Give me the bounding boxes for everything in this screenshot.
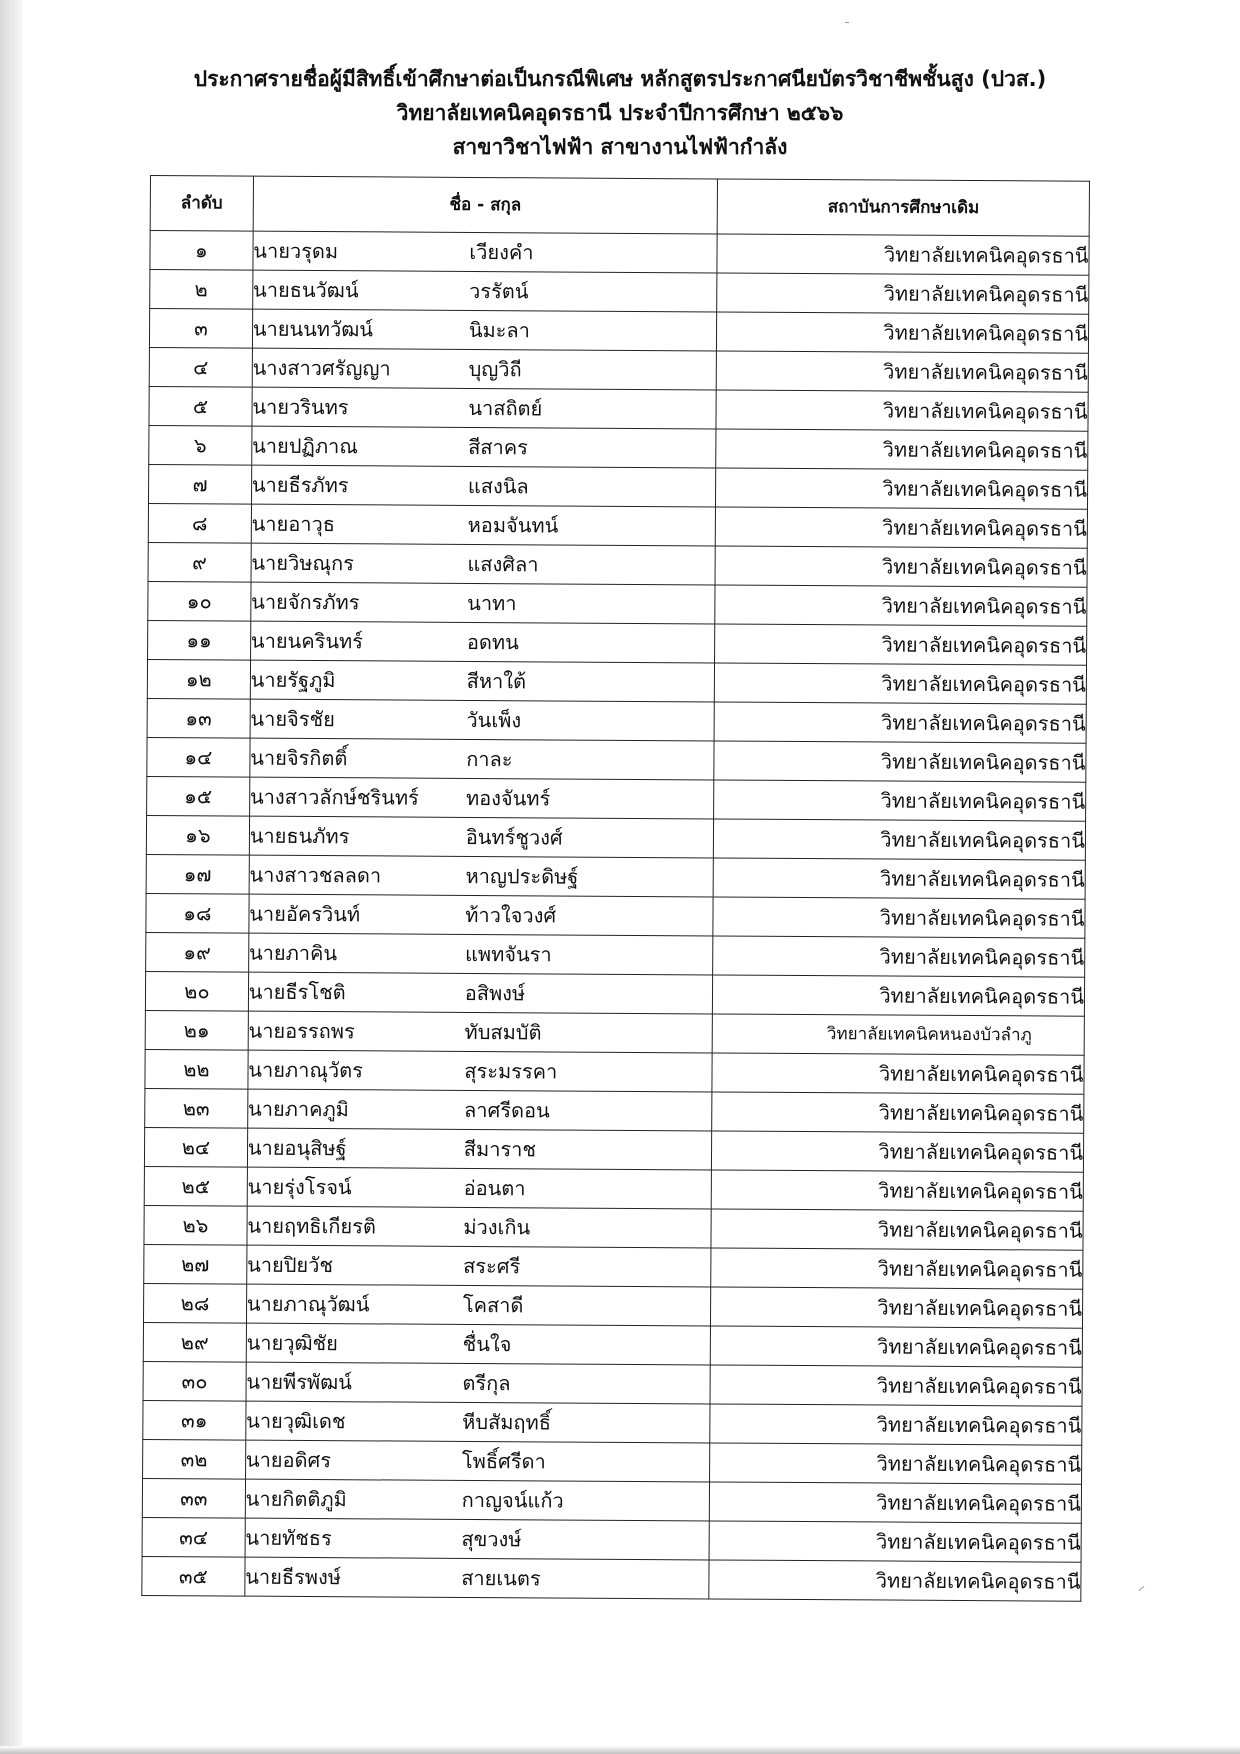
table-row [143,1283,1082,1328]
student-last-name: บุญวิถี [468,356,522,382]
table-row [150,231,1089,276]
row-number: ๒๘ [143,1283,246,1323]
row-number: ๔ [149,347,252,387]
student-first-name: นายปิยวัช [247,1252,334,1278]
table-row [142,1478,1081,1523]
student-first-name: นายทัชธร [245,1525,332,1551]
scan-shadow-left [0,0,22,1754]
student-last-name: สีหาใต้ [466,668,527,694]
student-first-name: นายจิรชัย [250,706,335,732]
table-row [148,503,1087,548]
student-name-cell [248,1011,713,1053]
student-first-name: นายจักรภัทร [251,589,360,615]
student-first-name: นายพีรพัฒน์ [246,1369,352,1395]
student-name-cell [249,894,714,936]
student-last-name: แสงศิลา [467,551,539,577]
student-first-name: นายภาณุวัตร [248,1057,363,1083]
student-last-name: แสงนิล [467,473,529,499]
previous-school: วิทยาลัยเทคนิคอุดรธานี [714,780,1086,821]
student-name-cell [249,816,714,858]
row-number: ๙ [148,542,251,582]
student-first-name: นางสาวศรัญญา [252,355,391,381]
student-last-name: ชื่นใจ [462,1331,512,1357]
student-name-cell [252,270,717,312]
student-last-name: ท้าวใจวงศ์ [465,902,557,928]
table-row [149,386,1088,431]
student-name-cell [251,582,716,624]
student-last-name: ตรีกุล [462,1370,511,1396]
row-number: ๑๙ [146,932,249,972]
student-first-name: นายนนทวัฒน์ [252,316,374,342]
student-first-name: นายธนภัทร [249,823,350,849]
student-name-cell [245,1440,710,1482]
student-name-cell [245,1557,710,1599]
student-last-name: ทองจันทร์ [465,785,551,811]
student-first-name: นายฤทธิเกียรติ [247,1213,376,1239]
student-last-name: วันเพ็ง [466,707,522,733]
table-header-row [150,176,1089,237]
student-name-cell [248,933,713,975]
student-last-name: ม่วงเกิน [463,1214,531,1240]
scan-speck [1138,1586,1144,1591]
previous-school: วิทยาลัยเทคนิคอุดรธานี [717,312,1089,353]
student-name-cell [247,1089,712,1131]
table-row [148,581,1087,626]
table-row [142,1517,1081,1562]
student-last-name: อดทน [466,629,519,655]
student-name-cell [247,1167,712,1209]
row-number: ๑๕ [147,776,250,816]
scan-speck [845,22,849,23]
student-name-cell [250,660,715,702]
student-first-name: นายอดิศร [245,1447,332,1473]
student-roster-table [141,175,1090,1602]
student-name-cell [249,777,714,819]
table-row [145,1010,1084,1055]
student-last-name: สุขวงษ์ [461,1526,522,1552]
student-last-name: ทับสมบัติ [464,1019,542,1045]
previous-school: วิทยาลัยเทคนิคหนองบัวลำภู [713,1014,1085,1055]
student-last-name: กาญจน์แก้ว [461,1487,564,1513]
column-header-order: ลำดับ [150,176,253,232]
student-name-cell [250,738,715,780]
table-row [147,737,1086,782]
row-number: ๕ [149,386,252,426]
row-number: ๒๐ [145,971,248,1011]
student-first-name: นายอาวุธ [251,511,336,537]
row-number: ๓๔ [142,1517,245,1557]
previous-school: วิทยาลัยเทคนิคอุดรธานี [712,1092,1084,1133]
table-row [147,698,1086,743]
row-number: ๓๒ [143,1439,246,1479]
row-number: ๒ [150,270,253,310]
row-number: ๑๖ [146,815,249,855]
table-row [146,932,1085,977]
student-name-cell [246,1323,711,1365]
table-row [143,1439,1082,1484]
previous-school: วิทยาลัยเทคนิคอุดรธานี [716,390,1088,431]
student-last-name: แพทจันรา [464,941,552,967]
student-last-name: กาละ [466,746,513,772]
student-last-name: โคสาดี [462,1292,524,1318]
student-last-name: นาทา [467,590,517,616]
table-row [148,542,1087,587]
row-number: ๑๓ [147,698,250,738]
student-first-name: นายภาณุวัฒน์ [246,1291,370,1317]
table-row [146,893,1085,938]
student-first-name: นายธีรโชติ [248,979,346,1005]
college-and-year: วิทยาลัยเทคนิคอุดรธานี ประจำปีการศึกษา ๒๕๖๖ [396,101,844,125]
student-last-name: โพธิ์ศรีดา [461,1448,546,1474]
student-first-name: นายธนวัฒน์ [253,277,359,303]
student-name-cell [252,309,717,351]
previous-school: วิทยาลัยเทคนิคอุดรธานี [717,273,1089,314]
student-first-name: นายวิษณุกร [251,550,354,576]
row-number: ๓ [149,309,252,349]
previous-school: วิทยาลัยเทคนิคอุดรธานี [712,1170,1084,1211]
row-number: ๒๙ [143,1322,246,1362]
previous-school: วิทยาลัยเทคนิคอุดรธานี [714,741,1086,782]
table-row [143,1322,1082,1367]
student-last-name: วรรัตน์ [469,278,529,304]
student-last-name: นิมะลา [468,317,531,343]
previous-school: วิทยาลัยเทคนิคอุดรธานี [715,663,1087,704]
row-number: ๑๘ [146,893,249,933]
previous-school: วิทยาลัยเทคนิคอุดรธานี [715,585,1087,626]
table-row [149,309,1088,354]
student-first-name: นายวุฒิเดช [246,1408,346,1434]
previous-school: วิทยาลัยเทคนิคอุดรธานี [717,351,1089,392]
previous-school: วิทยาลัยเทคนิคอุดรธานี [709,1521,1081,1562]
row-number: ๒๕ [144,1166,247,1206]
student-first-name: นายภาคิน [248,940,338,966]
table-row [145,971,1084,1016]
student-last-name: อ่อนตา [463,1175,526,1201]
previous-school: วิทยาลัยเทคนิคอุดรธานี [713,936,1085,977]
previous-school: วิทยาลัยเทคนิคอุดรธานี [711,1287,1083,1328]
table-row [146,815,1085,860]
student-last-name: หาญประดิษฐ์ [465,863,579,889]
student-name-cell [247,1206,712,1248]
student-last-name: เวียงคำ [469,239,534,265]
table-row [150,270,1089,315]
student-name-cell [246,1284,711,1326]
table-row [149,347,1088,392]
student-name-cell [250,621,715,663]
student-name-cell [246,1401,711,1443]
row-number: ๖ [149,425,252,465]
student-name-cell [249,855,714,897]
student-name-cell [252,387,717,429]
student-name-cell [252,348,717,390]
student-name-cell [251,543,716,585]
row-number: ๑๒ [147,659,250,699]
table-row [148,620,1087,665]
student-first-name: นายรัฐภูมิ [250,667,336,693]
table-row [142,1556,1081,1601]
previous-school: วิทยาลัยเทคนิคอุดรธานี [711,1209,1083,1250]
previous-school: วิทยาลัยเทคนิคอุดรธานี [716,429,1088,470]
row-number: ๓๑ [143,1400,246,1440]
student-first-name: นายวุฒิชัย [246,1330,338,1356]
student-first-name: นายอรรถพร [248,1018,355,1044]
table-row [144,1127,1083,1172]
student-first-name: นางสาวชลลดา [249,862,382,888]
previous-school: วิทยาลัยเทคนิคอุดรธานี [714,702,1086,743]
student-last-name: สีมาราช [463,1136,537,1162]
row-number: ๒๑ [145,1010,248,1050]
student-first-name: นายธีรภัทร [251,472,349,498]
previous-school: วิทยาลัยเทคนิคอุดรธานี [710,1365,1082,1406]
student-first-name: นายนครินทร์ [250,628,364,654]
table-row [147,659,1086,704]
table-row [143,1361,1082,1406]
table-row [145,1049,1084,1094]
row-number: ๘ [148,503,251,543]
previous-school: วิทยาลัยเทคนิคอุดรธานี [715,624,1087,665]
student-first-name: นายภาคภูมิ [248,1096,349,1122]
table-row [143,1400,1082,1445]
previous-school: วิทยาลัยเทคนิคอุดรธานี [710,1482,1082,1523]
row-number: ๓๓ [142,1478,245,1518]
department-line: สาขาวิชาไฟฟ้า สาขางานไฟฟ้ากำลัง [452,135,788,159]
student-first-name: นายวรินทร [252,394,349,420]
student-last-name: ลาศรีดอน [464,1097,550,1123]
row-number: ๒๓ [145,1088,248,1128]
student-last-name: สีสาคร [468,434,528,460]
row-number: ๑๑ [148,620,251,660]
previous-school: วิทยาลัยเทคนิคอุดรธานี [716,468,1088,509]
row-number: ๑ [150,231,253,271]
student-last-name: นาสถิตย์ [468,395,543,421]
scan-shadow-bottom [0,1746,1240,1754]
table-row [145,1088,1084,1133]
student-last-name: สายเนตร [461,1565,541,1591]
student-name-cell [251,504,716,546]
student-last-name: สุระมรรคา [464,1058,558,1084]
table-row [146,854,1085,899]
previous-school: วิทยาลัยเทคนิคอุดรธานี [710,1443,1082,1484]
row-number: ๒๔ [144,1127,247,1167]
student-first-name: นายวรุดม [253,238,339,264]
row-number: ๓๕ [142,1556,245,1596]
student-last-name: หอมจันทน์ [467,512,559,538]
previous-school: วิทยาลัยเทคนิคอุดรธานี [709,1560,1081,1601]
previous-school: วิทยาลัยเทคนิคอุดรธานี [711,1248,1083,1289]
previous-school: วิทยาลัยเทคนิคอุดรธานี [713,858,1085,899]
student-name-cell [247,1245,712,1287]
student-name-cell [246,1362,711,1404]
table-row [144,1244,1083,1289]
table-row [147,776,1086,821]
student-name-cell [245,1518,710,1560]
previous-school: วิทยาลัยเทคนิคอุดรธานี [715,546,1087,587]
student-last-name: หีบสัมฤทธิ์ [462,1409,552,1435]
row-number: ๑๗ [146,854,249,894]
previous-school: วิทยาลัยเทคนิคอุดรธานี [714,819,1086,860]
student-first-name: นายกิตติภูมิ [245,1486,347,1512]
previous-school: วิทยาลัยเทคนิคอุดรธานี [713,897,1085,938]
previous-school: วิทยาลัยเทคนิคอุดรธานี [711,1326,1083,1367]
row-number: ๒๖ [144,1205,247,1245]
column-header-name: ชื่อ - สกุล [253,176,718,234]
previous-school: วิทยาลัยเทคนิคอุดรธานี [712,1053,1084,1094]
student-first-name: นายอนุสิษฐ์ [247,1135,347,1161]
student-name-cell [251,465,716,507]
student-last-name: สระศรี [463,1253,521,1279]
row-number: ๑๐ [148,581,251,621]
table-row [144,1205,1083,1250]
student-name-cell [248,972,713,1014]
announcement-header [150,62,1090,164]
student-name-cell [247,1128,712,1170]
student-name-cell [252,426,717,468]
row-number: ๒๒ [145,1049,248,1089]
previous-school: วิทยาลัยเทคนิคอุดรธานี [713,975,1085,1016]
student-last-name: อินทร์ชูวงศ์ [465,824,563,850]
student-last-name: อสิพงษ์ [464,980,526,1006]
student-name-cell [250,699,715,741]
student-name-cell [253,231,718,273]
student-name-cell [245,1479,710,1521]
previous-school: วิทยาลัยเทคนิคอุดรธานี [717,234,1089,275]
row-number: ๗ [148,464,251,504]
row-number: ๒๗ [144,1244,247,1284]
student-first-name: นายรุ่งโรจน์ [247,1174,352,1200]
student-first-name: นายปฏิภาณ [252,433,358,459]
table-row [148,464,1087,509]
table-row [144,1166,1083,1211]
announcement-title: ประกาศรายชื่อผู้มีสิทธิ์เข้าศึกษาต่อเป็นกรณีพิเศษ หลักสูตรประกาศนียบัตรวิชาชีพชั้นสูง (ปวส.) [193,67,1047,91]
previous-school: วิทยาลัยเทคนิคอุดรธานี [710,1404,1082,1445]
student-name-cell [248,1050,713,1092]
row-number: ๓๐ [143,1361,246,1401]
column-header-school: สถาบันการศึกษาเดิม [718,179,1090,236]
previous-school: วิทยาลัยเทคนิคอุดรธานี [712,1131,1084,1172]
student-first-name: นางสาวลักษ์ชรินทร์ [249,784,419,810]
row-number: ๑๔ [147,737,250,777]
table-body [142,231,1089,1602]
table-row [149,425,1088,470]
previous-school: วิทยาลัยเทคนิคอุดรธานี [716,507,1088,548]
student-first-name: นายอัครวินท์ [249,901,361,927]
student-first-name: นายจิรกิตติ์ [250,745,348,771]
student-first-name: นายธีรพงษ์ [245,1564,342,1590]
